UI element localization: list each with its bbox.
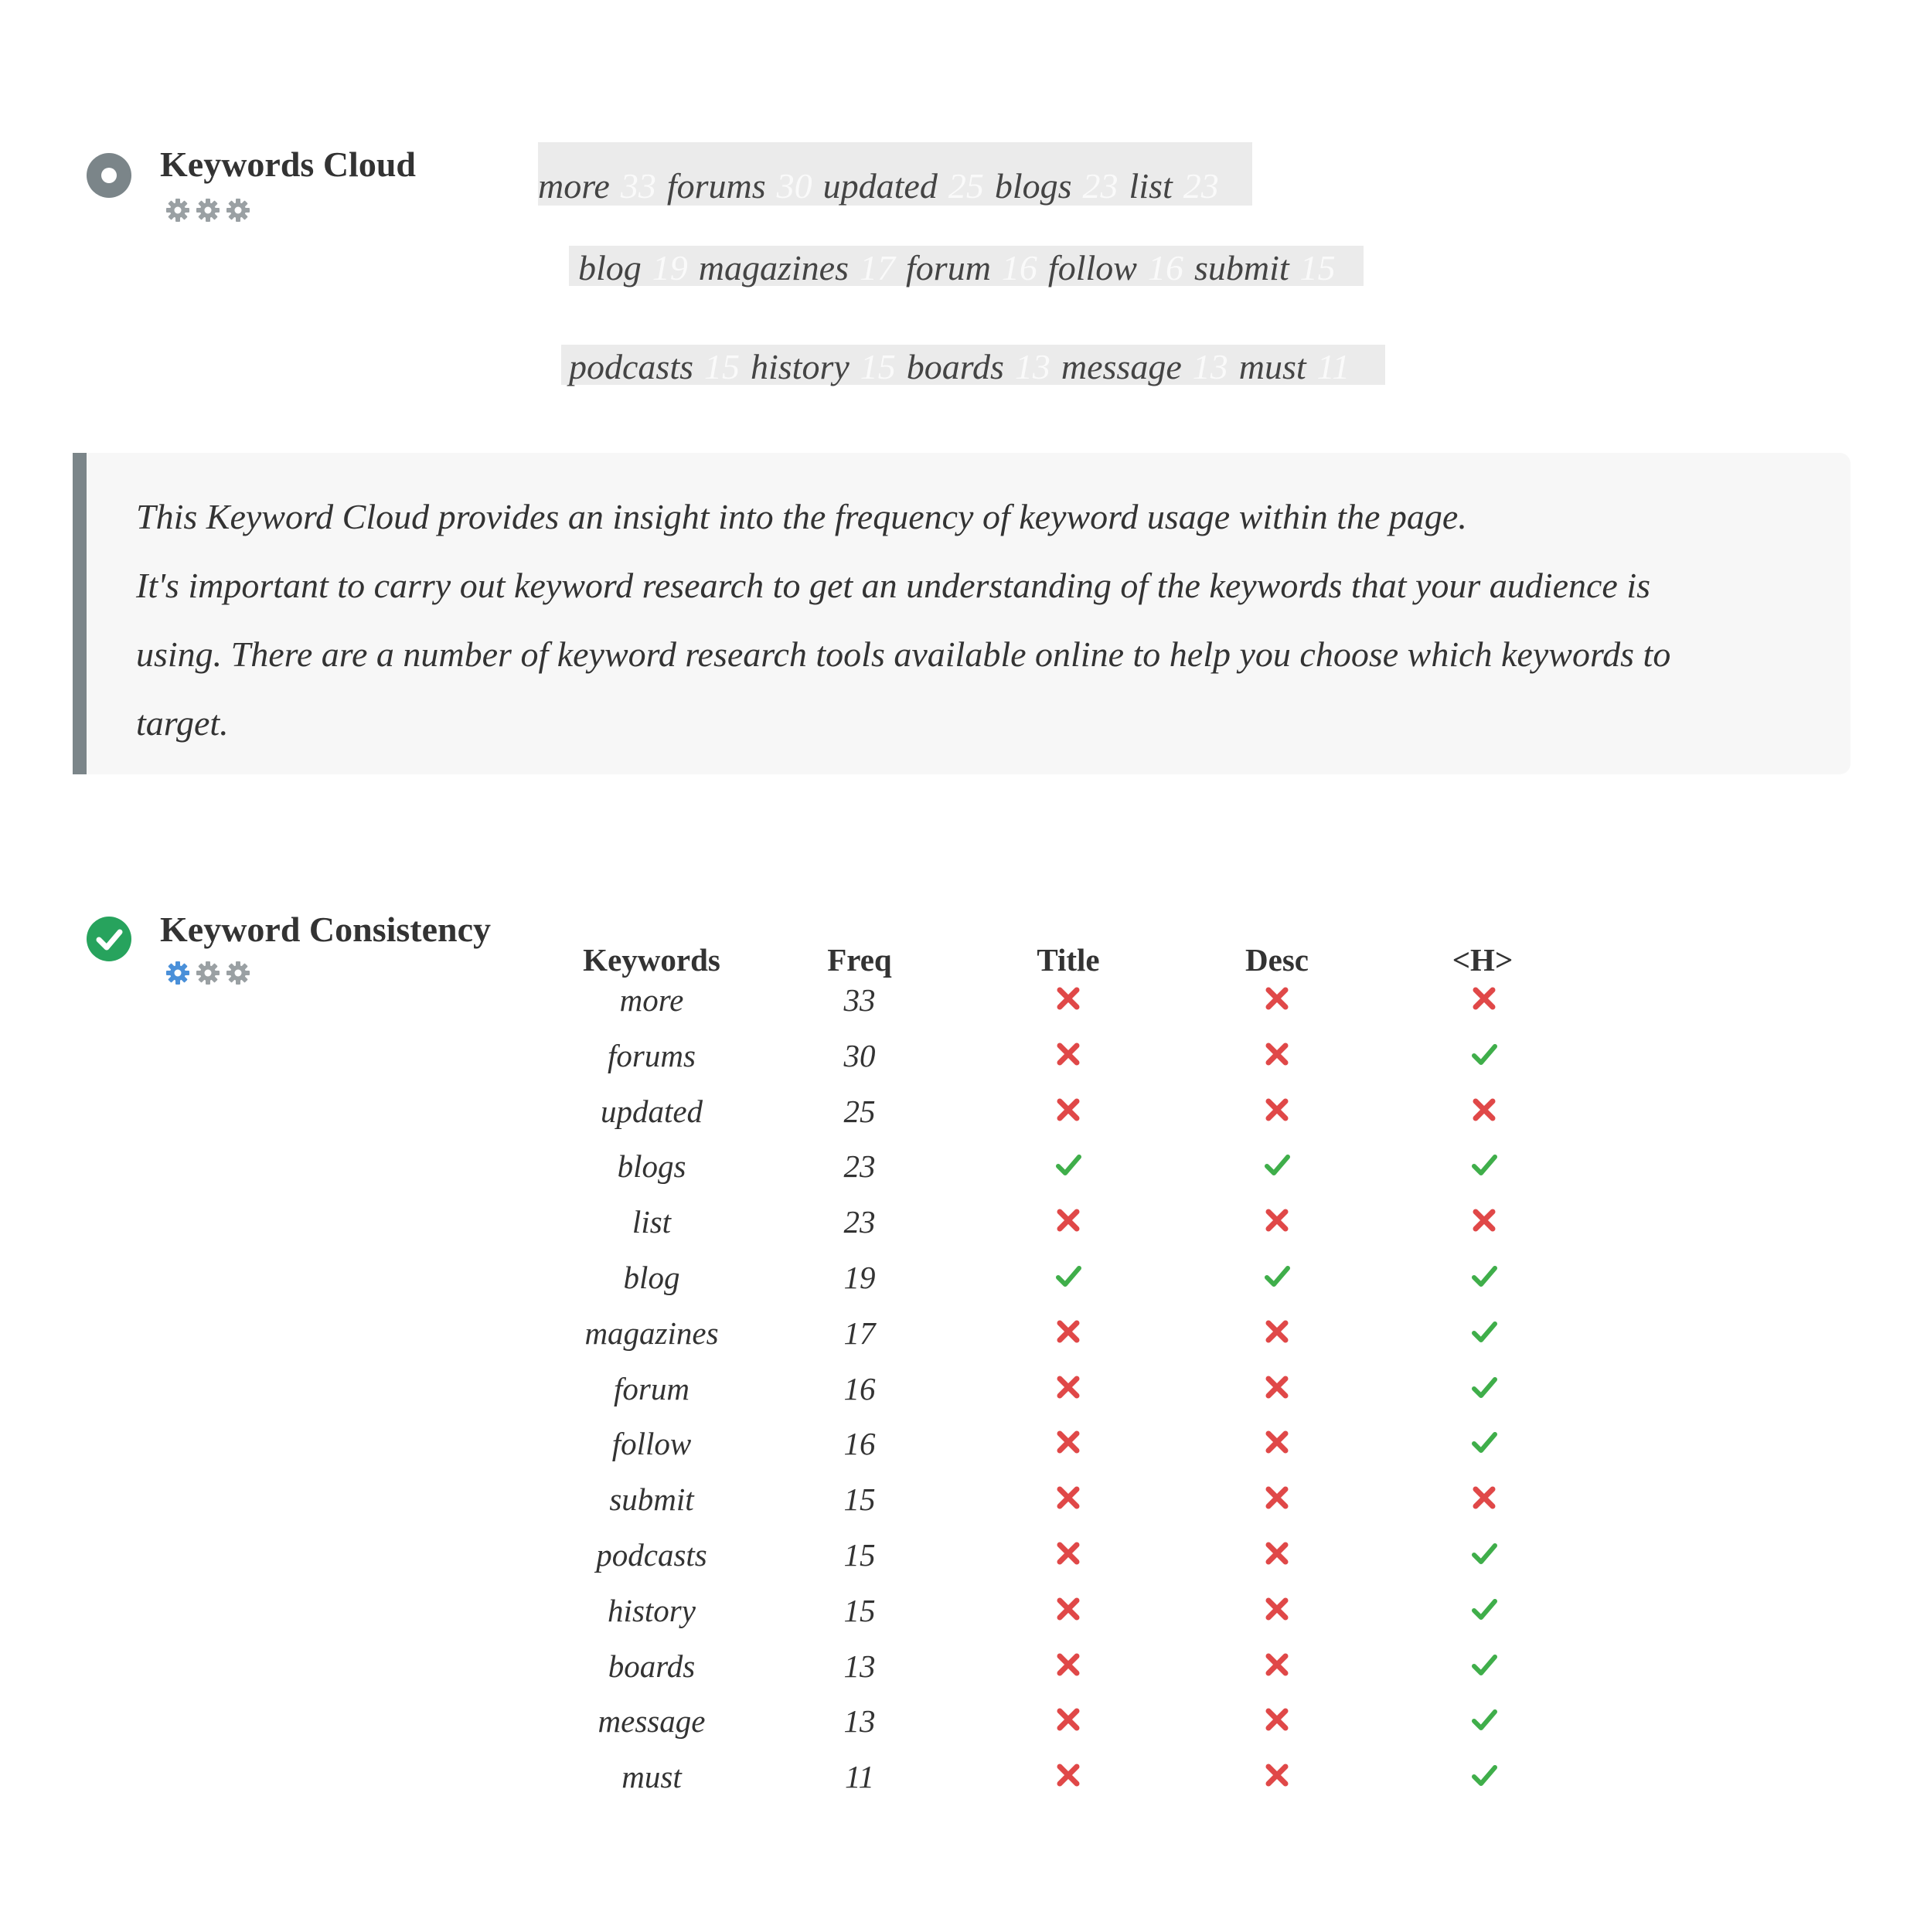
check-icon — [1469, 1149, 1500, 1180]
cloud-keyword: forums — [666, 166, 766, 206]
freq-cell: 30 — [843, 1038, 876, 1073]
cloud-keyword: message — [1061, 347, 1182, 386]
check-icon — [1262, 1149, 1292, 1180]
keyword-cell: must — [621, 1759, 682, 1794]
cloud-keyword-count: 15 — [1299, 248, 1336, 287]
cross-icon — [1053, 1538, 1084, 1569]
cross-icon — [1053, 1482, 1084, 1513]
keyword-cell: more — [619, 982, 684, 1018]
column-header-freq: Freq — [827, 942, 892, 978]
keyword-cell: updated — [600, 1094, 703, 1129]
cloud-keyword: follow — [1047, 248, 1137, 287]
freq-cell: 23 — [843, 1204, 876, 1240]
freq-cell: 13 — [843, 1703, 876, 1739]
cloud-keyword-count: 13 — [1014, 347, 1050, 386]
info-text: target. — [136, 703, 229, 743]
cloud-keyword-count: 16 — [1147, 248, 1183, 287]
cloud-keyword-count: 25 — [948, 166, 984, 206]
cross-icon — [1053, 1760, 1084, 1791]
keyword-cell: magazines — [584, 1315, 719, 1351]
cloud-keyword-count: 16 — [1001, 248, 1037, 287]
check-icon — [1053, 1260, 1084, 1291]
freq-cell: 23 — [843, 1148, 876, 1184]
gear-icon — [165, 198, 190, 223]
cross-icon — [1053, 983, 1084, 1014]
keyword-cell: podcasts — [596, 1537, 707, 1573]
cloud-keyword-count: 13 — [1192, 347, 1228, 386]
keyword-cell: message — [598, 1703, 706, 1739]
info-text: This Keyword Cloud provides an insight into the frequency of keyword usage within the page. — [136, 497, 1467, 536]
cloud-keyword-count: 15 — [860, 347, 896, 386]
keyword-cell: blogs — [617, 1148, 686, 1184]
neutral-status-icon — [87, 153, 131, 198]
gear-icon — [196, 198, 220, 223]
cross-icon — [1262, 1649, 1292, 1680]
column-header-h: <H> — [1452, 942, 1514, 978]
info-box — [73, 453, 1851, 774]
cross-icon — [1469, 1094, 1500, 1125]
cloud-keyword-count: 15 — [704, 347, 740, 386]
cross-icon — [1469, 983, 1500, 1014]
check-icon — [1469, 1427, 1500, 1458]
freq-cell: 16 — [843, 1426, 876, 1461]
freq-cell: 13 — [843, 1648, 876, 1684]
cross-icon — [1262, 1039, 1292, 1070]
cross-icon — [1053, 1039, 1084, 1070]
keyword-cell: forums — [608, 1038, 696, 1073]
keyword-cell: history — [608, 1593, 696, 1628]
cloud-keyword: boards — [906, 347, 1004, 386]
info-text: It's important to carry out keyword research to get an understanding of the keywords that your audience is — [136, 566, 1651, 605]
check-icon — [1469, 1649, 1500, 1680]
cloud-keyword: submit — [1193, 248, 1289, 287]
gear-icon — [226, 961, 250, 985]
freq-cell: 19 — [843, 1260, 876, 1295]
keyword-cell: list — [632, 1204, 672, 1240]
cross-icon — [1262, 1427, 1292, 1458]
keyword-cell: boards — [608, 1648, 696, 1684]
cross-icon — [1053, 1316, 1084, 1347]
cloud-keyword: forum — [906, 248, 991, 287]
cloud-keyword-count: 30 — [776, 166, 812, 206]
check-icon — [1469, 1760, 1500, 1791]
info-text: using. There are a number of keyword research tools available online to help you choose which keywords to — [136, 634, 1671, 674]
check-icon — [1469, 1538, 1500, 1569]
freq-cell: 25 — [843, 1094, 876, 1129]
column-header-desc: Desc — [1245, 942, 1309, 978]
cross-icon — [1262, 1594, 1292, 1624]
cross-icon — [1262, 1094, 1292, 1125]
keyword-cell: submit — [609, 1481, 694, 1517]
check-icon — [1469, 1704, 1500, 1735]
keyword-cell: forum — [614, 1371, 690, 1406]
freq-cell: 15 — [843, 1593, 876, 1628]
cloud-keyword: more — [538, 166, 610, 206]
check-status-icon — [87, 917, 131, 961]
cloud-row — [538, 142, 1252, 206]
cloud-row — [569, 246, 1364, 286]
cross-icon — [1262, 1316, 1292, 1347]
check-icon — [1469, 1316, 1500, 1347]
gear-icon — [165, 961, 190, 985]
cross-icon — [1053, 1372, 1084, 1403]
cross-icon — [1262, 1538, 1292, 1569]
cloud-keyword: podcasts — [569, 347, 693, 386]
check-icon — [1053, 1149, 1084, 1180]
cloud-keyword: blogs — [994, 166, 1072, 206]
cloud-keyword: must — [1238, 347, 1306, 386]
check-icon — [1469, 1594, 1500, 1624]
keyword-cell: follow — [611, 1426, 692, 1461]
freq-cell: 15 — [843, 1537, 876, 1573]
check-icon — [1469, 1039, 1500, 1070]
freq-cell: 17 — [843, 1315, 876, 1351]
cloud-keyword-count: 11 — [1316, 347, 1350, 386]
cloud-keyword: updated — [822, 166, 938, 206]
cross-icon — [1053, 1704, 1084, 1735]
check-icon — [1469, 1260, 1500, 1291]
cloud-row — [561, 345, 1385, 385]
keyword-cell: blog — [623, 1260, 680, 1295]
cross-icon — [1053, 1205, 1084, 1236]
cross-icon — [1053, 1094, 1084, 1125]
cloud-keyword-count: 23 — [1183, 166, 1219, 206]
check-icon — [1469, 1372, 1500, 1403]
gear-icon — [196, 961, 220, 985]
column-header-keywords: Keywords — [583, 942, 720, 978]
keywords-cloud-title: Keywords Cloud — [160, 145, 416, 184]
cross-icon — [1469, 1482, 1500, 1513]
importance-gears — [165, 198, 250, 223]
freq-cell: 15 — [843, 1481, 876, 1517]
cloud-keyword-count: 33 — [620, 166, 656, 206]
check-icon — [1262, 1260, 1292, 1291]
cloud-keyword: magazines — [698, 248, 850, 287]
cross-icon — [1469, 1205, 1500, 1236]
freq-cell: 33 — [843, 982, 876, 1018]
cloud-keyword-count: 23 — [1082, 166, 1119, 206]
importance-gears — [165, 961, 250, 985]
cross-icon — [1053, 1594, 1084, 1624]
cross-icon — [1262, 1482, 1292, 1513]
cross-icon — [1053, 1427, 1084, 1458]
freq-cell: 11 — [845, 1759, 874, 1794]
freq-cell: 16 — [843, 1371, 876, 1406]
cross-icon — [1262, 1760, 1292, 1791]
cross-icon — [1262, 983, 1292, 1014]
cloud-keyword: blog — [578, 248, 642, 287]
cross-icon — [1262, 1704, 1292, 1735]
column-header-title: Title — [1037, 942, 1100, 978]
keyword-consistency-title: Keyword Consistency — [160, 910, 492, 949]
gear-icon — [226, 198, 250, 223]
cross-icon — [1262, 1372, 1292, 1403]
cross-icon — [1053, 1649, 1084, 1680]
cloud-keyword: list — [1129, 166, 1173, 206]
cloud-keyword-count: 19 — [652, 248, 688, 287]
cross-icon — [1262, 1205, 1292, 1236]
cloud-keyword: history — [751, 347, 850, 386]
cloud-keyword-count: 17 — [860, 248, 896, 287]
